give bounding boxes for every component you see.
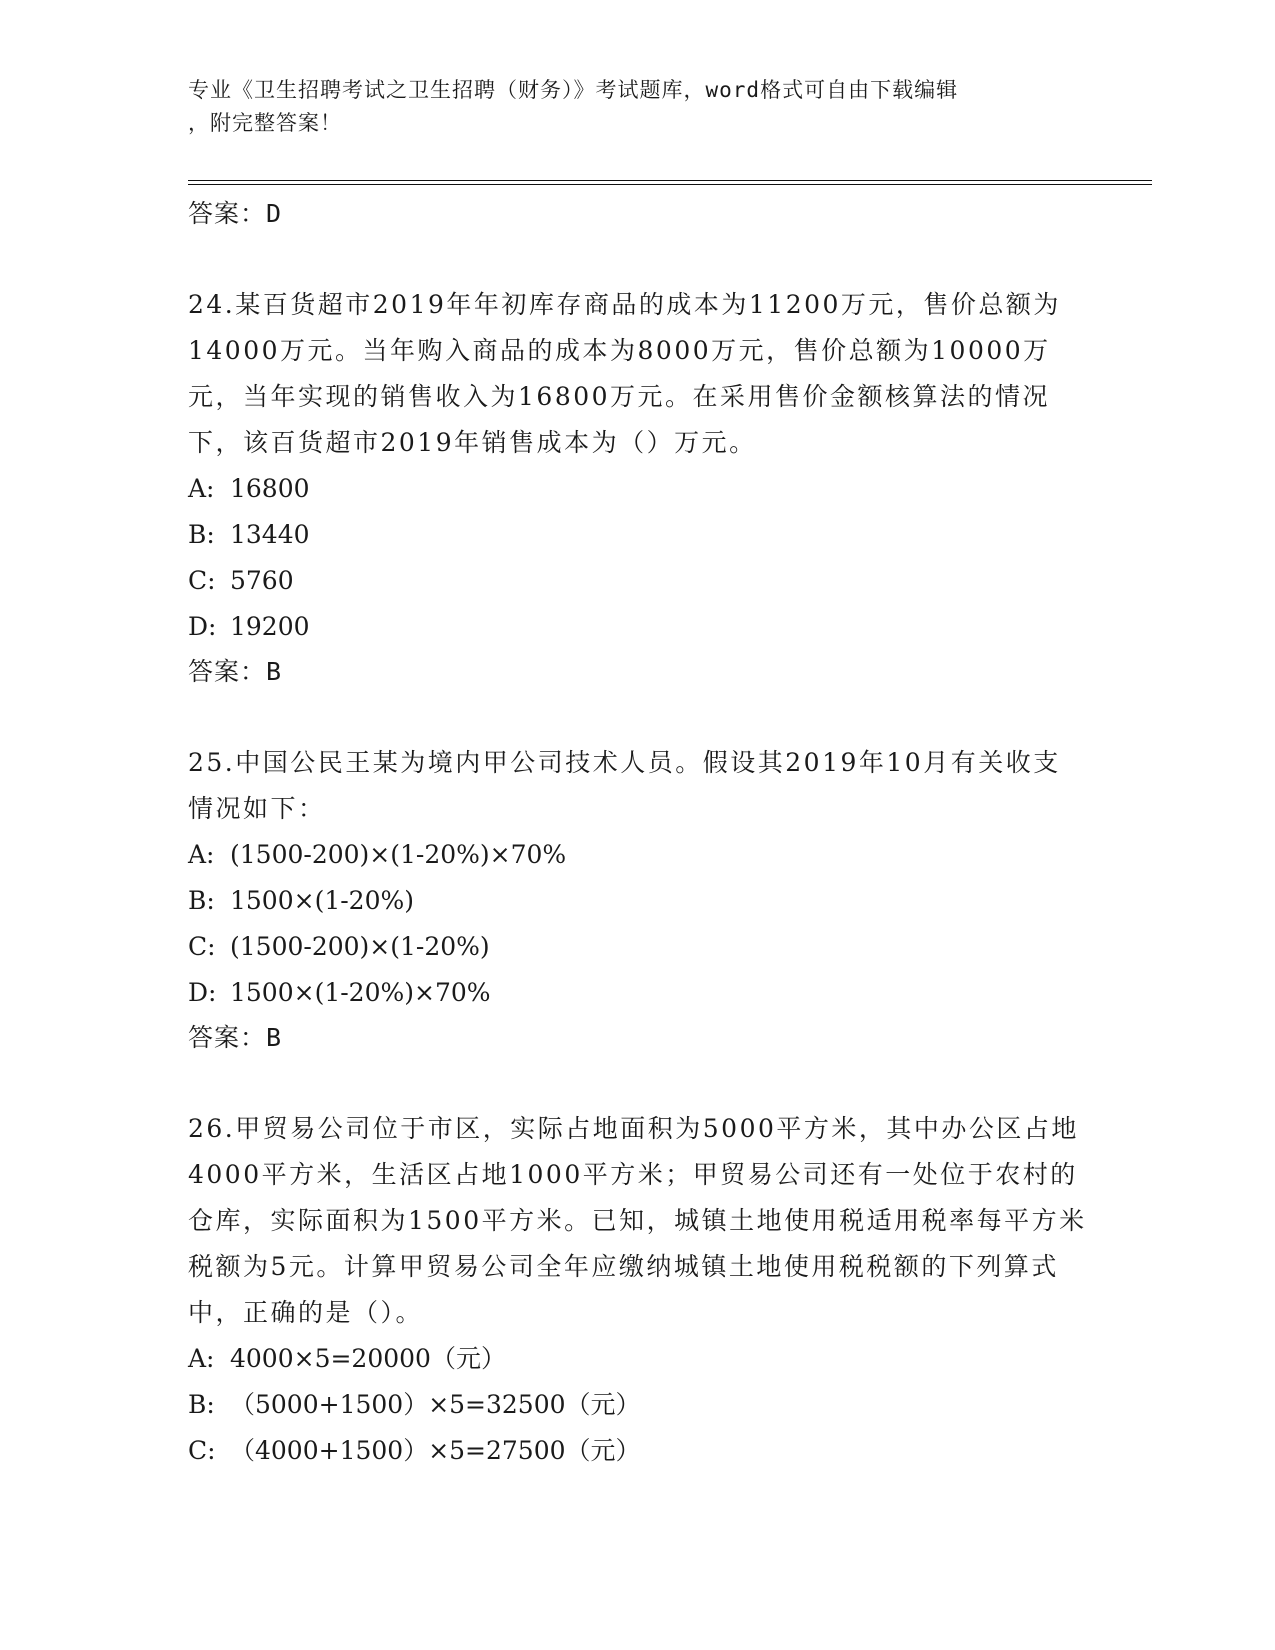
question-25 bbox=[188, 740, 1088, 1060]
question-list bbox=[188, 192, 1088, 1474]
question-text: 25.中国公民王某为境内甲公司技术人员。假设其2019年10月有关收支情况如下： bbox=[188, 748, 1061, 823]
question-24 bbox=[188, 282, 1088, 694]
option-a bbox=[188, 466, 1088, 512]
header-line-1: 专业《卫生招聘考试之卫生招聘（财务）》考试题库，word格式可自由下载编辑 bbox=[188, 78, 959, 102]
option-b bbox=[188, 878, 1088, 924]
option-letter: D: bbox=[188, 612, 217, 641]
option-text: 16800 bbox=[230, 474, 310, 503]
option-c bbox=[188, 924, 1088, 970]
option-text: 19200 bbox=[230, 612, 310, 641]
option-b bbox=[188, 1382, 1088, 1428]
option-letter: C: bbox=[188, 932, 216, 961]
option-d bbox=[188, 604, 1088, 650]
option-text: 13440 bbox=[230, 520, 310, 549]
option-letter: B: bbox=[188, 1390, 215, 1419]
option-c bbox=[188, 558, 1088, 604]
answer: 答案：B bbox=[188, 657, 283, 686]
option-a bbox=[188, 832, 1088, 878]
option-letter: A: bbox=[188, 840, 215, 869]
option-letter: A: bbox=[188, 1344, 215, 1373]
option-text: 1500×(1-20%)×70% bbox=[230, 978, 491, 1007]
option-text: 5760 bbox=[230, 566, 294, 595]
option-letter: A: bbox=[188, 474, 215, 503]
option-d bbox=[188, 970, 1088, 1016]
previous-answer: 答案：D bbox=[188, 199, 283, 228]
option-text: 4000×5=20000（元） bbox=[230, 1344, 506, 1373]
option-letter: D: bbox=[188, 978, 217, 1007]
document-header bbox=[188, 74, 1088, 140]
option-text: （5000+1500）×5=32500（元） bbox=[230, 1390, 641, 1419]
option-c bbox=[188, 1428, 1088, 1474]
option-letter: C: bbox=[188, 566, 216, 595]
option-letter: B: bbox=[188, 520, 215, 549]
option-text: 1500×(1-20%) bbox=[230, 886, 414, 915]
option-letter: B: bbox=[188, 886, 215, 915]
header-divider bbox=[188, 180, 1152, 181]
question-26 bbox=[188, 1106, 1088, 1474]
option-text: （4000+1500）×5=27500（元） bbox=[230, 1436, 641, 1465]
answer: 答案：B bbox=[188, 1023, 283, 1052]
header-line-2: ，附完整答案！ bbox=[188, 111, 342, 135]
option-text: (1500-200)×(1-20%) bbox=[230, 932, 490, 961]
option-a bbox=[188, 1336, 1088, 1382]
option-b bbox=[188, 512, 1088, 558]
option-text: (1500-200)×(1-20%)×70% bbox=[230, 840, 567, 869]
header-divider-secondary bbox=[188, 184, 1152, 185]
question-text: 24.某百货超市2019年年初库存商品的成本为11200万元，售价总额为14000万元。当年购入商品的成本为8000万元，售价总额为10000万元，当年实现的销售收入为16800万元。在采用售价金额核算法的情况下，该百货超市2019年销售成本为（）万元。 bbox=[188, 290, 1061, 457]
question-text: 26.甲贸易公司位于市区，实际占地面积为5000平方米，其中办公区占地4000平方米，生活区占地1000平方米；甲贸易公司还有一处位于农村的仓库，实际面积为1500平方米。已知，城镇土地使用税适用税率每平方米税额为5元。计算甲贸易公司全年应缴纳城镇土地使用税税额的下列算式中，正确的是（）。 bbox=[188, 1114, 1087, 1327]
option-letter: C: bbox=[188, 1436, 216, 1465]
